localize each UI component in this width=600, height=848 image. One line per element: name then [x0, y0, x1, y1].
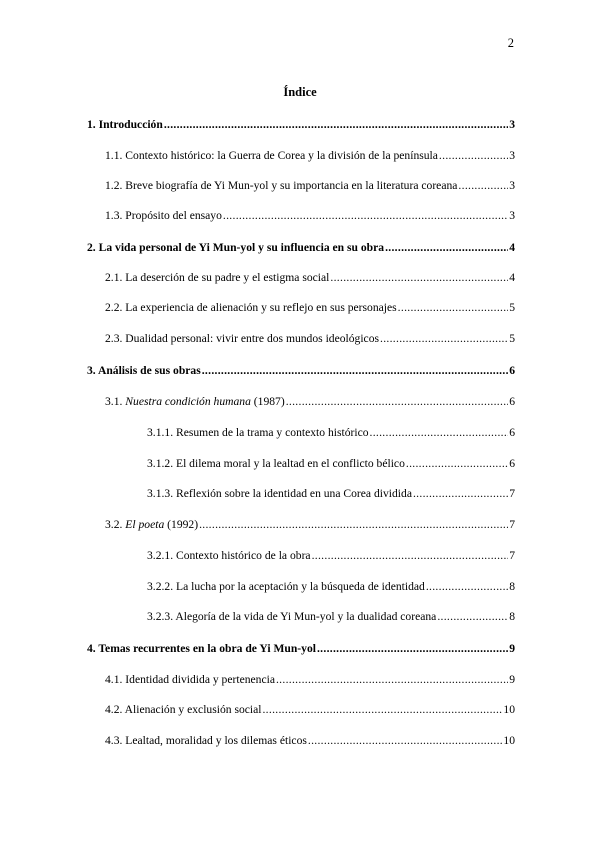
- toc-entry-page: 3: [509, 179, 515, 192]
- toc-entry-text: 3.2.3. Alegoría de la vida de Yi Mun-yol y la dualidad coreana: [147, 610, 437, 623]
- dot-leader: [380, 332, 508, 346]
- toc-entry-text: 3.1.2. El dilema moral y la lealtad en el conflicto bélico: [147, 457, 405, 470]
- toc-entry-4-3[interactable]: [105, 734, 515, 748]
- dot-leader: [308, 734, 503, 748]
- toc-entry-page: 6: [509, 457, 515, 470]
- dot-leader: [413, 487, 508, 501]
- toc-entry-2-1[interactable]: [105, 271, 515, 285]
- toc-entry-text: 2.2. La experiencia de alienación y su reflejo en sus personajes: [105, 301, 397, 314]
- toc-entry-3-1[interactable]: [105, 395, 515, 409]
- dot-leader: [439, 149, 508, 163]
- toc-entry-year: (1987): [250, 395, 285, 408]
- book-title: Nuestra condición humana: [125, 395, 251, 408]
- toc-entry-page: 3: [509, 149, 515, 162]
- dot-leader: [202, 364, 508, 378]
- toc-entry-text: 3.1.3. Reflexión sobre la identidad en una Corea dividida: [147, 487, 412, 500]
- toc-entry-year: (1992): [164, 518, 199, 531]
- dot-leader: [223, 209, 508, 223]
- toc-title: Índice: [283, 85, 317, 99]
- toc-entry-page: 7: [509, 487, 515, 500]
- book-title: El poeta: [125, 518, 165, 531]
- toc-entry-3-1-3[interactable]: [147, 487, 515, 501]
- toc-entry-page: 5: [509, 301, 515, 314]
- toc-entry-prefix: 3.1.: [105, 395, 126, 408]
- dot-leader: [437, 610, 508, 624]
- dot-leader: [398, 301, 509, 315]
- dot-leader: [164, 118, 508, 132]
- toc-entry-text: 3.2.2. La lucha por la aceptación y la búsqueda de identidad: [147, 580, 425, 593]
- toc-entry-text: 1. Introducción: [87, 118, 163, 131]
- toc-entry-page: 5: [509, 332, 515, 345]
- toc-entry-3-2[interactable]: [105, 518, 515, 532]
- toc-entry-page: 9: [509, 642, 515, 655]
- toc-entry-text: 3.1.1. Resumen de la trama y contexto histórico: [147, 426, 369, 439]
- toc-entry-3-2-2[interactable]: [147, 580, 515, 594]
- toc-entry-2[interactable]: [87, 241, 515, 255]
- toc-entry-4[interactable]: [87, 642, 515, 656]
- toc-entry-3-2-1[interactable]: [147, 549, 515, 563]
- toc-entry-page: 7: [509, 549, 515, 562]
- toc-entry-page: 6: [509, 364, 515, 377]
- toc-entry-text: [105, 395, 285, 409]
- toc-entry-2-3[interactable]: [105, 332, 515, 346]
- toc-entry-text: 4.2. Alienación y exclusión social: [105, 703, 262, 716]
- toc-entry-text: 3.2.1. Contexto histórico de la obra: [147, 549, 311, 562]
- toc-entry-page: 10: [503, 734, 515, 747]
- toc-entry-text: 1.3. Propósito del ensayo: [105, 209, 222, 222]
- dot-leader: [330, 271, 508, 285]
- toc-entry-text: 2. La vida personal de Yi Mun-yol y su influencia en su obra: [87, 241, 385, 254]
- dot-leader: [458, 179, 508, 193]
- toc-entry-page: 3: [509, 118, 515, 131]
- dot-leader: [426, 580, 508, 594]
- toc-entry-text: 2.1. La deserción de su padre y el estigma social: [105, 271, 330, 284]
- toc-entry-3-1-1[interactable]: [147, 426, 515, 440]
- dot-leader: [385, 241, 508, 255]
- toc-entry-text: [105, 518, 198, 532]
- toc-entry-page: 8: [509, 580, 515, 593]
- toc-entry-text: 4.3. Lealtad, moralidad y los dilemas éticos: [105, 734, 307, 747]
- toc-entry-text: 2.3. Dualidad personal: vivir entre dos mundos ideológicos: [105, 332, 380, 345]
- toc-entry-page: 9: [509, 673, 515, 686]
- dot-leader: [286, 395, 509, 409]
- toc-entry-page: 6: [509, 395, 515, 408]
- dot-leader: [317, 642, 508, 656]
- dot-leader: [199, 518, 508, 532]
- toc-entry-4-2[interactable]: [105, 703, 515, 717]
- toc-entry-page: 7: [509, 518, 515, 531]
- toc-entry-page: 4: [509, 271, 515, 284]
- toc-entry-1[interactable]: [87, 118, 515, 132]
- toc-entry-page: 6: [509, 426, 515, 439]
- toc-entry-page: 8: [509, 610, 515, 623]
- toc-entry-page: 3: [509, 209, 515, 222]
- toc-entry-page: 10: [503, 703, 515, 716]
- toc-entry-text: 4.1. Identidad dividida y pertenencia: [105, 673, 275, 686]
- toc-entry-text: 1.1. Contexto histórico: la Guerra de Corea y la división de la península: [105, 149, 438, 162]
- toc-entry-text: 3. Análisis de sus obras: [87, 364, 201, 377]
- toc-entry-3-1-2[interactable]: [147, 457, 515, 471]
- toc-entry-1-3[interactable]: [105, 209, 515, 223]
- toc-entry-page: 4: [509, 241, 515, 254]
- toc-entry-1-2[interactable]: [105, 179, 515, 193]
- toc-entry-prefix: 3.2.: [105, 518, 126, 531]
- toc-entry-3[interactable]: [87, 364, 515, 378]
- toc-entry-2-2[interactable]: [105, 301, 515, 315]
- toc-entry-4-1[interactable]: [105, 673, 515, 687]
- toc-entry-1-1[interactable]: [105, 149, 515, 163]
- toc-entry-text: 4. Temas recurrentes en la obra de Yi Mun-yol: [87, 642, 316, 655]
- dot-leader: [276, 673, 508, 687]
- dot-leader: [262, 703, 502, 717]
- dot-leader: [406, 457, 508, 471]
- dot-leader: [370, 426, 509, 440]
- page-number: 2: [507, 36, 514, 50]
- dot-leader: [312, 549, 509, 563]
- toc-entry-3-2-3[interactable]: [147, 610, 515, 624]
- toc-entry-text: 1.2. Breve biografía de Yi Mun-yol y su importancia en la literatura coreana: [105, 179, 458, 192]
